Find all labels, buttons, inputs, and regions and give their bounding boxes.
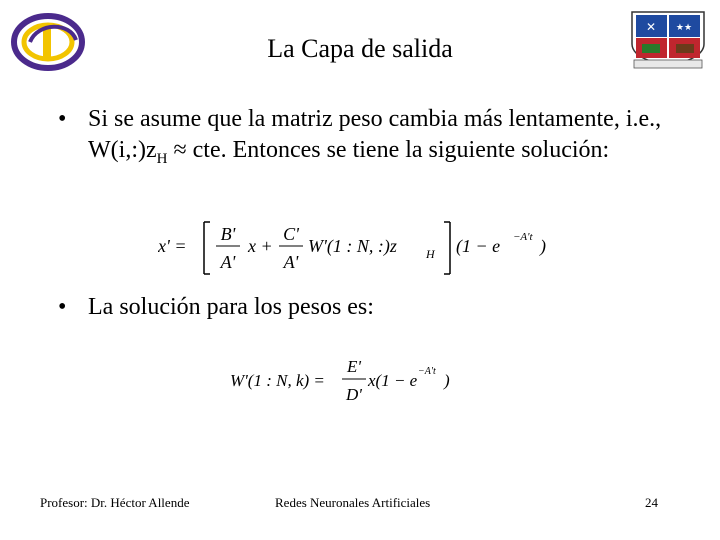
eq1-x: x + bbox=[248, 236, 273, 256]
bullet-text-assumption: Si se asume que la matriz peso cambia más lentamente, i.e., $W(i,:)z_H$ ≈ cte. Entonces se tiene la siguiente solución: bbox=[88, 106, 662, 167]
eq1-w-sub: H bbox=[426, 247, 435, 261]
eq1-rhs-close: ) bbox=[540, 236, 546, 256]
eq1-w-term: W'(1 : N, :)z bbox=[308, 236, 397, 256]
eq1-frac1-num: B' bbox=[220, 224, 236, 244]
eq2-rhs-exp: −A't bbox=[418, 366, 436, 377]
svg-text:★★: ★★ bbox=[675, 23, 693, 33]
eq1-frac2-den: A' bbox=[283, 252, 299, 272]
eq1-frac2-num: C' bbox=[283, 224, 299, 244]
eq2-rhs-close: ) bbox=[444, 371, 450, 390]
eq1-lhs: x' = bbox=[158, 236, 187, 256]
eq1-rhs-exp: −A't bbox=[513, 231, 533, 243]
slide-title: La Capa de salida bbox=[267, 34, 453, 63]
eq2-lhs: W'(1 : N, k) = bbox=[230, 371, 325, 390]
bullet-marker: • bbox=[58, 294, 67, 320]
eq1-rhs: (1 − e bbox=[456, 236, 501, 256]
eq1-frac1-den: A' bbox=[220, 252, 236, 272]
eq2-frac-den: D' bbox=[346, 385, 362, 404]
eq2-frac-num: E' bbox=[346, 357, 362, 376]
bullet-text-weights: La solución para los pesos es: bbox=[88, 294, 374, 320]
page-number: 24 bbox=[645, 495, 658, 510]
bullet-marker: • bbox=[58, 106, 67, 132]
eq2-rhs: x(1 − e bbox=[368, 371, 418, 390]
equation-weight-solution bbox=[228, 354, 468, 410]
footer-author: Profesor: Dr. Héctor Allende bbox=[40, 495, 190, 510]
svg-text:✕: ✕ bbox=[645, 20, 657, 34]
footer-course: Redes Neuronales Artificiales bbox=[275, 495, 431, 510]
equation-output-solution bbox=[158, 218, 558, 276]
